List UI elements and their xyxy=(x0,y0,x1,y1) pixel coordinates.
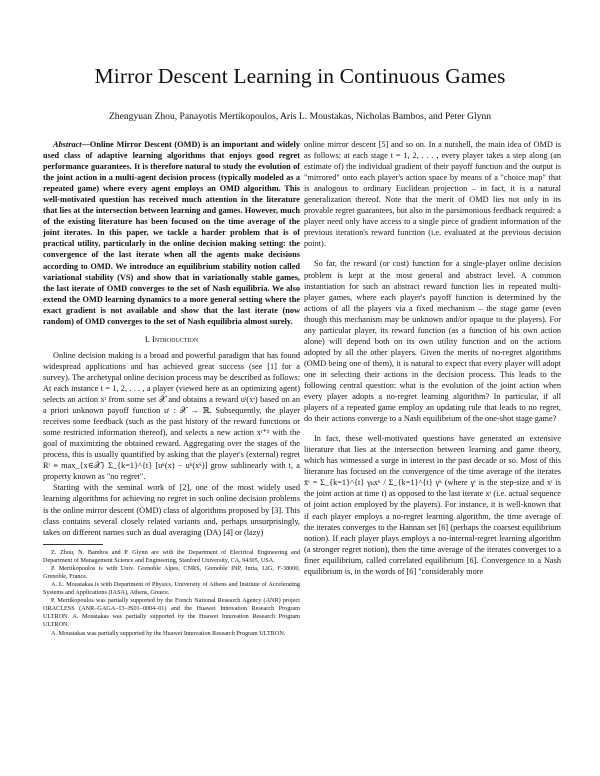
paragraph: In fact, these well-motivated questions have generated an extensive literature that lies at the intersection between learning and game theory, which has witnessed a surge in interest in the past decade or so. Most of this literature has focused on the convergence of the time average of the iterates x̄ᵗ = Σ_{k=1}^{t} γₖxᵏ / Σ_{k=1}^{t} γᵏ (where γᵗ is the step-size and xᵗ is the joint action at time t) as opposed to the last iterate xᵗ (i.e. actual sequence of joint action employed by the players). For instance, it is well-known that if each player employs a no-regret learning algorithm, the time average of the iterates converges to the Hannan set [6] (perhaps the coarsest equilibrium notion). If each player plays employs a no-internal-regret learning algorithm (a stronger regret notion), then the time average of the iterates converges to a finer equilibrium, called correlated equilibrium [6]. Convergence to a Nash equilibrium is, in the words of [6] "considerably more xyxy=(304,434,561,576)
paragraph: Starting with the seminal work of [2], one of the most widely used learning algorithms for achieving no regret in such online decision problems is the online mirror descent (OMD) class of algorithms proposed by [3]. This class contains several closely related variants and, perhaps unsurprisingly, takes on different names such as dual averaging (DA) [4] or (lazy) xyxy=(43,483,300,537)
section-heading: I. Introduction xyxy=(144,333,199,344)
footnote: A. L. Moustakas is with Department of Physics, University of Athens and Institute of Accelerating Systems and Applications (IASA), Athens, Greece. xyxy=(43,581,300,597)
footnote: Z. Zhou, N. Bambos and P. Glynn are with the Department of Electrical Engineering and Department of Management Science and Engineering, Stanford University, CA, 94305, USA. xyxy=(43,548,300,564)
paragraph: Online decision making is a broad and powerful paradigm that has found widespread applications and has achieved great success (see [1] for a survey). The archetypal online decision process may be described as follows: At each instance t = 1, 2, . . . , a player (viewed here as an optimizing agent) selects an action xᵗ from some set 𝒳 and obtains a reward uᵗ(xᵗ) based on an a priori unknown payoff function uᵗ : 𝒳 → ℝ. Subsequently, the player receives some feedback (such as the past history of the reward functions or some restricted information thereof), and selects a new action xᵗ⁺¹ with the goal of maximizing the obtained reward. Aggregating over the stages of the process, this is usually quantified by asking that the player's (external) regret Rᵗ ≡ max_{x∈𝒳} Σ_{k=1}^{t} [uᵏ(x) − uᵏ(xᵏ)] grow sublinearly with t, a property known as "no regret". xyxy=(43,350,300,482)
paragraph: So far, the reward (or cost) function for a single-player online decision problem is kept at the most general and abstract level. A common instantiation for such an abstract reward function lies in repeated multi-player games, where each player's payoff function is determined by the actions of all the players via a fixed mechanism – the stage game (even though this mechanism may be unknown and/or opaque to the players). For any particular player, its reward function (as a function of his own action alone) will depend both on its own utility function and on the actions adopted by all the other players. Given the merits of no-regret algorithms (OMD being one of them), it is natural to expect that every player will adopt one in selecting their actions in the decision process. This leads to the following central question: what is the evolution of the joint action when every player adopts a no-regret learning algorithm? In particular, if all players of a repeated game employ an updating rule that leads to no regret, do their actions converge to a Nash equilibrium of the one-shot stage game? xyxy=(304,259,561,424)
right-column xyxy=(304,139,561,577)
footnote: A. Moustakas was partially supported by the Huawei Innovation Research Program ULTRON. xyxy=(51,629,286,637)
footnote: P. Mertikopoulos is with Univ. Grenoble Alpes, CNRS, Grenoble INP, Inria, LIG, F-38000, Grenoble, France. xyxy=(43,564,300,580)
abstract-text: —Online Mirror Descent (OMD) is an important and widely used class of adaptive learning algorithms that enjoys good regret performance guarantees. It is therefore natural to study the evolution of the joint action in a multi-agent decision process (typically modeled as a repeated game) where every agent employs an OMD algorithm. This well-motivated question has received much attention in the literature that lies at the intersection between learning and games. However, much of the existing literature has been focused on the time average of the joint iterates. In this paper, we tackle a harder problem that is of practical utility, particularly in the online decision making setting: the convergence of the last iterate when all the agents make decisions according to OMD. We introduce an equilibrium stability notion called variational stability (VS) and show that in variationally stable games, the last iterate of OMD converges to the set of Nash equilibria. We also extend the OMD learning dynamics to a more general setting where the exact gradient is not available and show that the last iterate (now random) of OMD converges to the set of Nash equilibria almost surely. xyxy=(43,140,300,326)
paper-title: Mirror Descent Learning in Continuous Games xyxy=(94,64,506,88)
abstract xyxy=(43,139,300,327)
footnote: P. Mertikopoulos was partially supported by the French National Research Agency (ANR) project ORACLESS (ANR–GAGA–13–JS01–0004–01) and the Huawei Innovation Research Program ULTRON. A. Moustakas was partially supported by the Huawei Innovation Research Program ULTRON. xyxy=(43,597,300,629)
paragraph: online mirror descent [5] and so on. In a nutshell, the main idea of OMD is as follows: at each stage t = 1, 2, . . . , every player takes a step along (an estimate of) the individual gradient of their payoff function and the output is "mirrored" onto each player's action space by means of a "choice map" that is analogous to ordinary Euclidean projection – in fact, it is a natural generalization thereof. Note that the merit of OMD lies not only in its provable regret guarantees, but also in the parsimonious feedback required: a player need only have access to a single piece of gradient information of the previous iteration's reward function (i.e. evaluated at the previous decision point). xyxy=(304,140,561,249)
footnote-rule xyxy=(43,544,103,545)
left-column xyxy=(43,139,300,638)
footnotes xyxy=(43,549,300,638)
abstract-label: Abstract xyxy=(53,140,82,149)
paper-authors: Zhengyuan Zhou, Panayotis Mertikopoulos, Aris L. Moustakas, Nicholas Bambos, and Peter Glynn xyxy=(108,111,492,122)
